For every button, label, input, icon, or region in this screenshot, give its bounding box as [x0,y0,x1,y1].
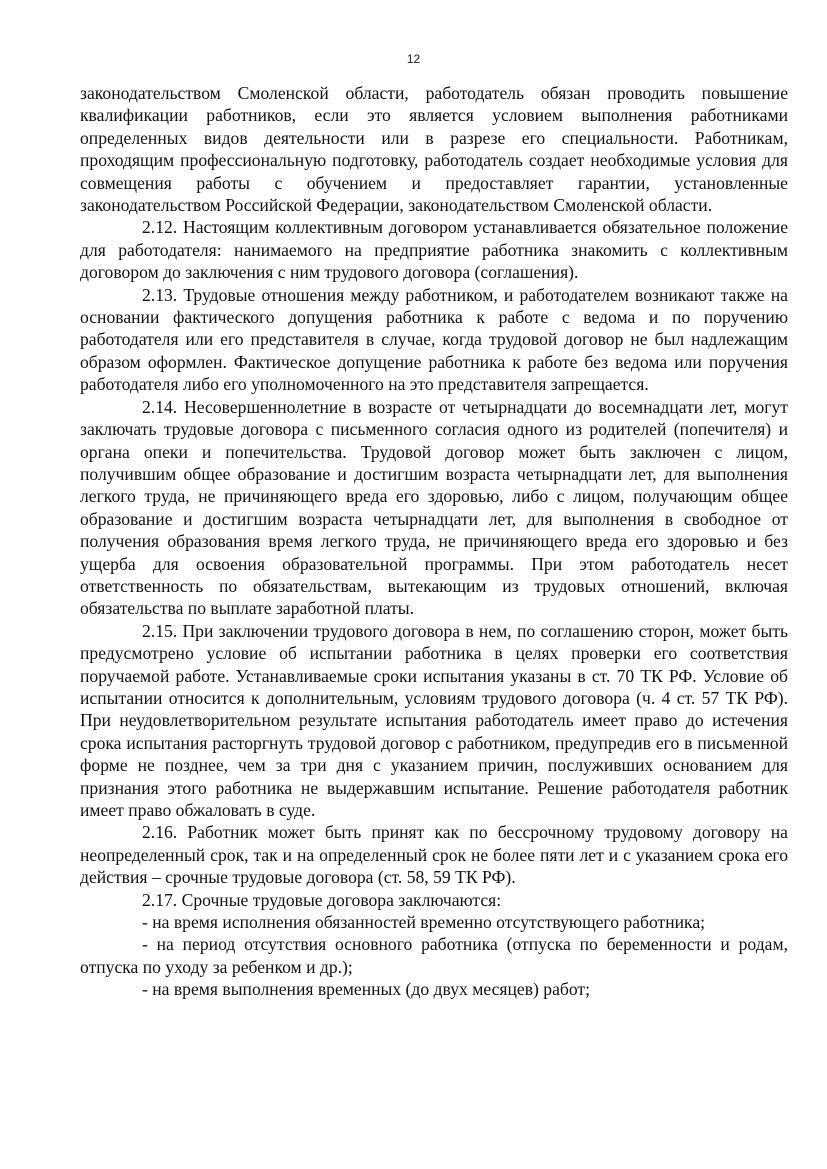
paragraph-2-17: 2.17. Срочные трудовые договора заключаются: [142,889,502,910]
paragraph-2-16: 2.16. Работник может быть принят как по бессрочному трудовому договору на неопределенный срок, так и на определенный срок не более пяти лет и с указанием срока его действия – срочные трудовые договора (ст. 58, 59 ТК РФ). [80,822,788,888]
list-item-main-worker-absence: - на период отсутствия основного работника (отпуска по беременности и родам, отпуска по уходу за ребенком и др.); [80,934,788,977]
document-body [80,82,788,1001]
paragraph-2-12: 2.12. Настоящим коллективным договором устанавливается обязательное положение для работодателя: нанимаемого на предприятие работника знакомить с коллективным договором до заключения с ним трудового договора (соглашения). [80,217,788,283]
page-number: 12 [406,52,421,66]
paragraph-continuation: законодательством Смоленской области, работодатель обязан проводить повышение квалификации работников, если это является условием выполнения работниками определенных видов деятельности или в разрезе его специальности. Работникам, проходящим профессиональную подготовку, работодатель создает необходимые условия для совмещения работы с обучением и предоставляет гарантии, установленные законодательством Российской Федерации, законодательством Смоленской области. [80,83,788,216]
paragraph-2-13: 2.13. Трудовые отношения между работником, и работодателем возникают также на основании фактического допущения работника к работе с ведома и по поручению работодателя или его представителя в случае, когда трудовой договор не был надлежащим образом оформлен. Фактическое допущение работника к работе без ведома или поручения работодателя либо его уполномоченного на это представителя запрещается. [80,284,788,395]
list-item-temporary-work: - на время выполнения временных (до двух месяцев) работ; [142,979,590,1000]
paragraph-2-14: 2.14. Несовершеннолетние в возрасте от четырнадцати до восемнадцати лет, могут заключать трудовые договора с письменного согласия одного из родителей (попечителя) и органа опеки и попечительства. Трудовой договор может быть заключен с лицом, получившим общее образование и достигшим возраста четырнадцати лет, для выполнения легкого труда, не причиняющего вреда его здоровью, либо с лицом, получающим общее образование и достигшим возраста четырнадцати лет, для выполнения в свободное от получения образования время легкого труда, не причиняющего вреда его здоровью и без ущерба для освоения образовательной программы. При этом работодатель несет ответственность по обязательствам, вытекающим из трудовых отношений, включая обязательства по выплате заработной платы. [80,396,788,619]
list-item-temporary-absence: - на время исполнения обязанностей временно отсутствующего работника; [142,912,706,933]
paragraph-2-15: 2.15. При заключении трудового договора в нем, по соглашению сторон, может быть предусмотрено условие об испытании работника в целях проверки его соответствия поручаемой работе. Устанавливаемые сроки испытания указаны в ст. 70 ТК РФ. Условие об испытании относится к дополнительным, условиям трудового договора (ч. 4 ст. 57 ТК РФ). При неудовлетворительном результате испытания работодатель имеет право до истечения срока испытания расторгнуть трудовой договор с работником, предупредив его в письменной форме не позднее, чем за три дня с указанием причин, послуживших основанием для признания этого работника не выдержавшим испытание. Решение работодателя работник имеет право обжаловать в суде. [80,620,788,820]
